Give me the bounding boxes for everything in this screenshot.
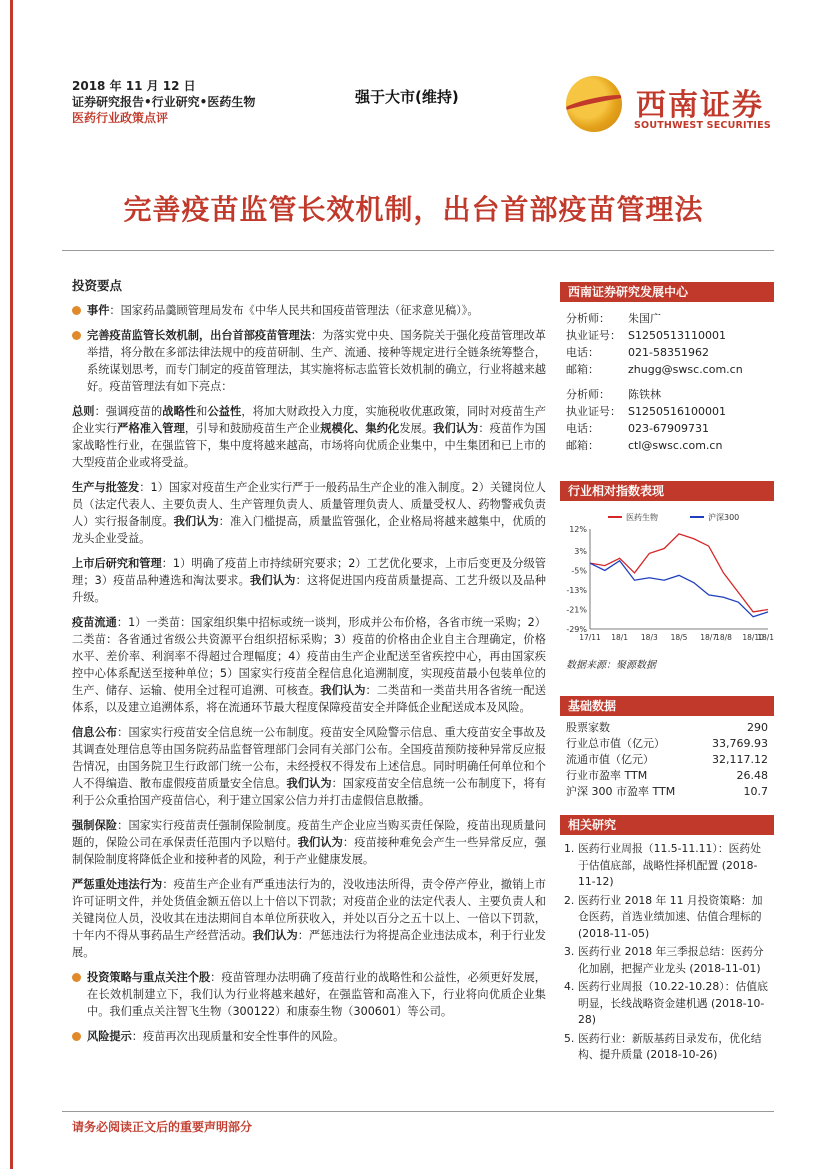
y-tick-label: 3% (574, 546, 587, 556)
related-item[interactable]: 5. 医药行业：新版基药目录发布，优化结构、提升质量 (2018-10-26) (564, 1031, 762, 1061)
x-tick-label: 18/1 (757, 633, 774, 642)
analyst-panel-heading: 西南证券研究发展中心 (560, 282, 774, 302)
y-tick-label: 12% (569, 525, 587, 534)
paragraph-penalty: 严惩重处违法行为：疫苗生产企业有严重违法行为的，没收违法所得，责令停产停业，撤销上市许可证明文件，并处货值金额五倍以上十倍以下罚款；对疫苗企业的法定代表人、主要负责人和关键岗位人员，没收其在违法期间自本单位所获收入，并处以百分之五十以上、一倍以下罚款，十年内不得从事药品生产经营活动。我们认为：严惩违法行为将提高企业违法成本，利于行业发展。 (72, 878, 546, 959)
main-column (72, 276, 546, 1053)
related-item[interactable]: 4. 医药行业周报（10.22-10.28）：估值底明显，长线战略资金建机遇 (2018-10-28) (564, 980, 768, 1026)
analyst-1-email[interactable]: 邮箱： zhugg@swsc.com.cn (566, 363, 743, 376)
basic-row: 行业市盈率 TTM 26.48 (566, 769, 768, 782)
x-tick-label: 18/8 (715, 633, 732, 642)
series-line-2 (590, 561, 768, 617)
footer-divider (62, 1111, 774, 1112)
report-subtype: 医药行业政策点评 (72, 111, 169, 125)
section-heading: 投资要点 (72, 278, 123, 293)
analyst-2-cert: 执业证号： S1250516100001 (566, 405, 726, 418)
x-tick-label: 18/5 (670, 633, 688, 642)
x-tick-label: 18/1 (611, 633, 629, 642)
y-tick-label: -21% (566, 605, 587, 615)
related-research-panel (560, 815, 774, 1066)
paragraph-circulation: 疫苗流通：1）一类苗：国家组织集中招标或统一谈判，形成并公布价格，各省市统一采购；2）二类苗：各省通过省级公共资源平台组织招标采购；3）疫苗的价格由企业自主合理确定，价格水平、差价率、利润率不得超过合理幅度；4）疫苗由生产企业配送至省疾控中心，再由国家疾控中心体系配送至接种单位；5）国家实行疫苗全程信息化追溯制度，实现疫苗最小包装单位的生产、储存、运输、使用全过程可追溯、可核查。我们认为：二类苗和一类苗共用各省统一配送体系，以及建立追溯体系，将在流通环节最大程度保障疫苗安全并降低企业配送成本及风险。 (72, 616, 546, 714)
footer-disclaimer[interactable]: 请务必阅读正文后的重要声明部分 (72, 1120, 253, 1134)
legend-label: 医药生物 (626, 513, 658, 522)
paragraph-disclosure: 信息公布：国家实行疫苗安全信息统一公布制度。疫苗安全风险警示信息、重大疫苗安全事故及其调查处理信息等由国务院药品监督管理部门会同有关部门公布。全国疫苗预防接种异常反应报告情况，由国务院卫生行政部门统一公布，未经授权不得发布上述信息。同时明确任何单位和个人不得编造、散布虚假疫苗质量安全信息。我们认为：国家疫苗安全信息统一公布制度下，将有利于公众重拾国产疫苗信心，利于建立国家公信力并打击虚假信息散播。 (72, 726, 546, 807)
paragraph-insurance: 强制保险：国家实行疫苗责任强制保险制度。疫苗生产企业应当购买责任保险，疫苗出现质量问题的，保险公司在承保责任范围内予以赔付。我们认为：疫苗接种难免会产生一些异常反应，强制保险制度将降低企业和接种者的风险，利于产业健康发展。 (72, 819, 546, 866)
basic-row: 行业总市值（亿元） 33,769.93 (566, 737, 768, 750)
chart-source: 数据来源：聚源数据 (566, 660, 656, 671)
basic-row: 股票家数 290 (566, 721, 768, 734)
rating: 强于大市(维持) (355, 88, 459, 106)
paragraph-summary: 完善疫苗监管长效机制，出台首部疫苗管理法：为落实党中央、国务院关于强化疫苗管理改革举措，将分散在多部法律法规中的疫苗研制、生产、流通、接种等规定进行全链条统筹整合，系统谋划思考，而专门制定的疫苗管理法，其实施将标志监管长效机制的确立，行业将越来越好。疫苗管理法有如下亮点： (72, 327, 546, 395)
related-item[interactable]: 1. 医药行业周报（11.5-11.11）：医药处于估值底部，战略性择机配置 (2018-11-12) (564, 842, 762, 888)
x-tick-label: 18/3 (640, 633, 658, 642)
report-type: 证券研究报告•行业研究•医药生物 (72, 95, 256, 109)
basic-data-panel (560, 696, 774, 800)
series-line-1 (590, 534, 768, 612)
y-tick-label: -29% (566, 625, 587, 634)
x-tick-label: 18/7 (700, 633, 718, 642)
index-chart-panel (560, 481, 774, 671)
analyst-1-cert: 执业证号： S1250513110001 (566, 329, 726, 342)
report-header (72, 78, 255, 126)
left-accent-bar (10, 0, 13, 1169)
paragraph-strategy: 投资策略与重点关注个股：疫苗管理办法明确了疫苗行业的战略性和公益性，必须更好发展，在长效机制建立下，我们认为行业将越来越好，在强监管和高准入下，行业将向优质企业集中。我们重点关注智飞生物（300122）和康泰生物（300601）等公司。 (72, 969, 546, 1020)
paragraph-general: 总则：强调疫苗的战略性和公益性，将加大财政投入力度，实施税收优惠政策，同时对疫苗生产企业实行严格准入管理，引导和鼓励疫苗生产企业规模化、集约化发展。我们认为：疫苗作为国家战略性行业，在强监管下，集中度将越来越高，市场将向优质企业集中，中生集团和已上市的大型疫苗企业或将受益。 (72, 405, 546, 469)
analyst-1-tel: 电话： 021-58351962 (566, 346, 709, 359)
logo-en-text: SOUTHWEST SECURITIES (634, 120, 771, 131)
logo-emblem-icon (566, 76, 622, 132)
basic-data-heading: 基础数据 (560, 696, 774, 716)
related-item[interactable]: 2. 医药行业 2018 年 11 月投资策略：加仓医药，首选业绩加速、估值合理标的 (2018-11-05) (564, 893, 763, 940)
index-chart (560, 507, 774, 652)
basic-row: 沪深 300 市盈率 TTM 10.7 (566, 785, 768, 798)
paragraph-production: 生产与批签发：1）国家对疫苗生产企业实行严于一般药品生产企业的准入制度。2）关键岗位人员（法定代表人、主要负责人、生产管理负责人、质量管理负责人、质量受权人、药物警戒负责人）实行报备制度。我们认为：准入门槛提高，质量监管强化，企业格局将越来越集中，优质的龙头企业受益。 (72, 481, 546, 545)
x-tick-label: 18/10 (742, 633, 764, 642)
analyst-2-tel: 电话： 023-67909731 (566, 422, 709, 435)
analyst-2-name: 分析师： 陈铁林 (566, 388, 661, 401)
report-date: 2018 年 11 月 12 日 (72, 79, 196, 93)
chart-panel-heading: 行业相对指数表现 (560, 481, 774, 501)
y-tick-label: -13% (566, 585, 587, 595)
analyst-1-name: 分析师： 朱国广 (566, 312, 661, 325)
analyst-panel (560, 282, 774, 454)
logo-cn-text: 西南证券 (636, 88, 764, 123)
report-title: 完善疫苗监管长效机制，出台首部疫苗管理法 (123, 193, 704, 226)
related-heading: 相关研究 (560, 815, 774, 835)
divider (62, 250, 774, 251)
company-logo (566, 76, 796, 136)
y-tick-label: -5% (571, 566, 587, 576)
x-tick-label: 17/11 (579, 633, 601, 642)
paragraph-risk: 风险提示：疫苗再次出现质量和安全性事件的风险。 (72, 1028, 546, 1045)
paragraph-post-market: 上市后研究和管理：1）明确了疫苗上市持续研究要求；2）工艺优化要求，上市后变更及分级管理；3）疫苗品种遴选和淘汰要求。我们认为：这将促进国内疫苗质量提高、工艺升级以及品种升级。 (72, 557, 546, 604)
basic-row: 流通市值（亿元） 32,117.12 (566, 753, 768, 766)
legend-label: 沪深300 (708, 513, 740, 522)
analyst-2-email[interactable]: 邮箱： ctl@swsc.com.cn (566, 439, 723, 452)
chart-svg (560, 507, 774, 652)
related-item[interactable]: 3. 医药行业 2018 年三季报总结：医药分化加剧，把握产业龙头 (2018-11-01) (564, 945, 764, 975)
paragraph-event: 事件：国家药品羹顾管理局发布《中华人民共和国疫苗管理法（征求意见稿）》。 (72, 302, 546, 319)
